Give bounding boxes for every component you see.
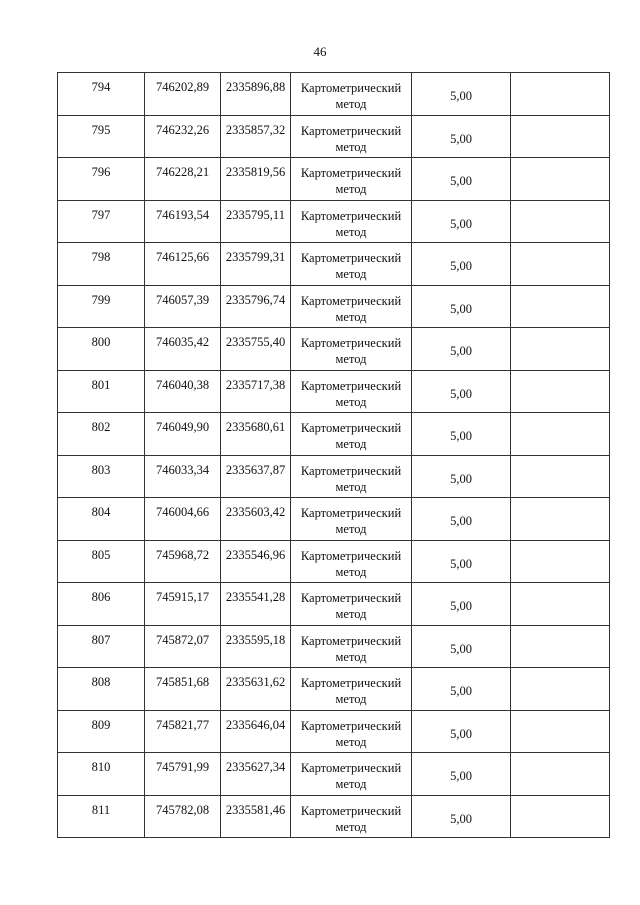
table-row — [58, 583, 610, 626]
method-cell — [291, 498, 412, 541]
table-row — [58, 710, 610, 753]
accuracy-cell: 5,00 — [412, 73, 511, 116]
table-row — [58, 328, 610, 371]
x-coordinate-cell: 746202,89 — [145, 73, 221, 116]
method-cell — [291, 285, 412, 328]
method-cell — [291, 200, 412, 243]
table-row — [58, 625, 610, 668]
method-line-1: Картометрический — [300, 591, 402, 605]
x-coordinate-cell: 745851,68 — [145, 668, 221, 711]
empty-cell — [511, 455, 610, 498]
method-line-1: Картометрический — [300, 761, 402, 775]
accuracy-cell: 5,00 — [412, 625, 511, 668]
method-line-2: метод — [335, 607, 367, 621]
point-number-cell: 811 — [58, 795, 145, 838]
y-coordinate-cell: 2335680,61 — [221, 413, 291, 456]
method-line-1: Картометрический — [300, 293, 402, 308]
table-row — [58, 668, 610, 711]
y-coordinate-cell: 2335795,11 — [221, 200, 291, 243]
method-cell — [291, 753, 412, 796]
accuracy-cell: 5,00 — [412, 455, 511, 498]
x-coordinate-cell: 746004,66 — [145, 498, 221, 541]
x-coordinate-cell: 746193,54 — [145, 200, 221, 243]
x-coordinate-cell: 746125,66 — [145, 243, 221, 286]
empty-cell — [511, 328, 610, 371]
method-line-1: Картометрический — [300, 548, 402, 563]
accuracy-cell: 5,00 — [412, 115, 511, 158]
accuracy-cell: 5,00 — [412, 710, 511, 753]
empty-cell — [511, 625, 610, 668]
empty-cell — [511, 370, 610, 413]
method-line-1: Картометрический — [300, 378, 402, 393]
method-line-1: Картометрический — [300, 336, 402, 350]
method-cell — [291, 413, 412, 456]
table-row — [58, 285, 610, 328]
point-number-cell: 800 — [58, 328, 145, 371]
table-row — [58, 243, 610, 286]
table-row — [58, 498, 610, 541]
coordinates-table — [57, 72, 610, 838]
method-line-1: Картометрический — [300, 506, 402, 520]
method-line-1: Картометрический — [300, 421, 402, 435]
y-coordinate-cell: 2335819,56 — [221, 158, 291, 201]
empty-cell — [511, 200, 610, 243]
x-coordinate-cell: 745782,08 — [145, 795, 221, 838]
table-row — [58, 795, 610, 838]
method-cell — [291, 328, 412, 371]
method-line-2: метод — [335, 182, 367, 196]
point-number-cell: 804 — [58, 498, 145, 541]
table-row — [58, 413, 610, 456]
accuracy-cell: 5,00 — [412, 285, 511, 328]
y-coordinate-cell: 2335796,74 — [221, 285, 291, 328]
x-coordinate-cell: 745968,72 — [145, 540, 221, 583]
x-coordinate-cell: 746035,42 — [145, 328, 221, 371]
method-cell — [291, 158, 412, 201]
y-coordinate-cell: 2335603,42 — [221, 498, 291, 541]
point-number-cell: 794 — [58, 73, 145, 116]
table-row — [58, 115, 610, 158]
method-line-2: метод — [335, 224, 367, 239]
y-coordinate-cell: 2335755,40 — [221, 328, 291, 371]
point-number-cell: 796 — [58, 158, 145, 201]
point-number-cell: 802 — [58, 413, 145, 456]
point-number-cell: 810 — [58, 753, 145, 796]
method-line-1: Картометрический — [300, 208, 402, 223]
point-number-cell: 803 — [58, 455, 145, 498]
y-coordinate-cell: 2335631,62 — [221, 668, 291, 711]
accuracy-cell: 5,00 — [412, 753, 511, 796]
table-row — [58, 200, 610, 243]
method-cell — [291, 540, 412, 583]
method-cell — [291, 625, 412, 668]
empty-cell — [511, 583, 610, 626]
method-line-2: метод — [335, 734, 367, 749]
accuracy-cell: 5,00 — [412, 795, 511, 838]
x-coordinate-cell: 746232,26 — [145, 115, 221, 158]
x-coordinate-cell: 746033,34 — [145, 455, 221, 498]
table-row — [58, 370, 610, 413]
y-coordinate-cell: 2335627,34 — [221, 753, 291, 796]
method-line-1: Картометрический — [300, 633, 402, 648]
y-coordinate-cell: 2335541,28 — [221, 583, 291, 626]
method-line-1: Картометрический — [300, 463, 402, 478]
point-number-cell: 799 — [58, 285, 145, 328]
method-line-2: метод — [335, 309, 367, 324]
accuracy-cell: 5,00 — [412, 370, 511, 413]
accuracy-cell: 5,00 — [412, 158, 511, 201]
method-line-1: Картометрический — [300, 803, 402, 818]
empty-cell — [511, 158, 610, 201]
table-row — [58, 73, 610, 116]
empty-cell — [511, 668, 610, 711]
empty-cell — [511, 285, 610, 328]
table-row — [58, 158, 610, 201]
method-line-2: метод — [335, 352, 367, 366]
x-coordinate-cell: 746057,39 — [145, 285, 221, 328]
method-cell — [291, 370, 412, 413]
accuracy-cell: 5,00 — [412, 413, 511, 456]
point-number-cell: 809 — [58, 710, 145, 753]
method-line-2: метод — [335, 777, 367, 791]
x-coordinate-cell: 745821,77 — [145, 710, 221, 753]
x-coordinate-cell: 746228,21 — [145, 158, 221, 201]
x-coordinate-cell: 745915,17 — [145, 583, 221, 626]
method-cell — [291, 455, 412, 498]
point-number-cell: 806 — [58, 583, 145, 626]
coordinates-table-body — [58, 73, 610, 838]
method-line-1: Картометрический — [300, 81, 402, 95]
empty-cell — [511, 710, 610, 753]
accuracy-cell: 5,00 — [412, 583, 511, 626]
method-line-2: метод — [335, 564, 367, 579]
accuracy-cell: 5,00 — [412, 328, 511, 371]
point-number-cell: 797 — [58, 200, 145, 243]
empty-cell — [511, 115, 610, 158]
point-number-cell: 808 — [58, 668, 145, 711]
page-number: 46 — [313, 44, 327, 59]
empty-cell — [511, 243, 610, 286]
y-coordinate-cell: 2335857,32 — [221, 115, 291, 158]
method-line-2: метод — [335, 522, 367, 536]
point-number-cell: 805 — [58, 540, 145, 583]
y-coordinate-cell: 2335799,31 — [221, 243, 291, 286]
method-line-2: метод — [335, 97, 367, 111]
method-cell — [291, 668, 412, 711]
method-line-2: метод — [335, 437, 367, 451]
empty-cell — [511, 753, 610, 796]
x-coordinate-cell: 746049,90 — [145, 413, 221, 456]
method-cell — [291, 115, 412, 158]
accuracy-cell: 5,00 — [412, 200, 511, 243]
method-cell — [291, 795, 412, 838]
x-coordinate-cell: 745791,99 — [145, 753, 221, 796]
method-cell — [291, 583, 412, 626]
table-row — [58, 455, 610, 498]
y-coordinate-cell: 2335546,96 — [221, 540, 291, 583]
table-row — [58, 540, 610, 583]
empty-cell — [511, 73, 610, 116]
empty-cell — [511, 795, 610, 838]
method-cell — [291, 243, 412, 286]
y-coordinate-cell: 2335595,18 — [221, 625, 291, 668]
table-row — [58, 753, 610, 796]
method-line-2: метод — [335, 139, 367, 154]
point-number-cell: 801 — [58, 370, 145, 413]
method-cell — [291, 710, 412, 753]
method-line-2: метод — [335, 649, 367, 664]
method-line-1: Картометрический — [300, 166, 402, 180]
accuracy-cell: 5,00 — [412, 668, 511, 711]
method-line-2: метод — [335, 267, 367, 281]
y-coordinate-cell: 2335896,88 — [221, 73, 291, 116]
y-coordinate-cell: 2335646,04 — [221, 710, 291, 753]
method-line-1: Картометрический — [300, 718, 402, 733]
empty-cell — [511, 413, 610, 456]
method-line-1: Картометрический — [300, 123, 402, 138]
x-coordinate-cell: 745872,07 — [145, 625, 221, 668]
method-line-2: метод — [335, 394, 367, 409]
method-line-1: Картометрический — [300, 676, 402, 690]
point-number-cell: 795 — [58, 115, 145, 158]
y-coordinate-cell: 2335581,46 — [221, 795, 291, 838]
accuracy-cell: 5,00 — [412, 243, 511, 286]
y-coordinate-cell: 2335717,38 — [221, 370, 291, 413]
accuracy-cell: 5,00 — [412, 498, 511, 541]
method-cell — [291, 73, 412, 116]
method-line-2: метод — [335, 479, 367, 494]
y-coordinate-cell: 2335637,87 — [221, 455, 291, 498]
method-line-1: Картометрический — [300, 251, 402, 265]
method-line-2: метод — [335, 819, 367, 834]
point-number-cell: 807 — [58, 625, 145, 668]
accuracy-cell: 5,00 — [412, 540, 511, 583]
empty-cell — [511, 540, 610, 583]
empty-cell — [511, 498, 610, 541]
method-line-2: метод — [335, 692, 367, 706]
x-coordinate-cell: 746040,38 — [145, 370, 221, 413]
point-number-cell: 798 — [58, 243, 145, 286]
